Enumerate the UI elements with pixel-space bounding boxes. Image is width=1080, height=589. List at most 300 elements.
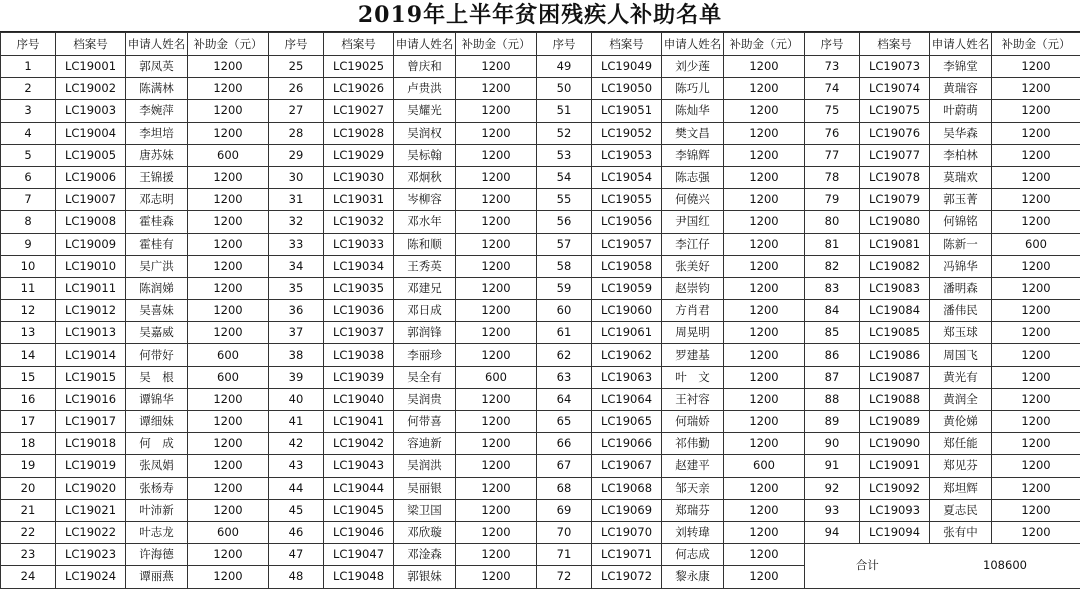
cell-subsidy: 1200 <box>188 322 269 344</box>
cell-file-no: LC19048 <box>324 566 394 588</box>
cell-file-no: LC19043 <box>324 455 394 477</box>
cell-seq: 5 <box>1 144 56 166</box>
cell-applicant: 吴耀光 <box>394 100 456 122</box>
cell-seq: 14 <box>1 344 56 366</box>
cell-applicant: 赵建平 <box>662 455 724 477</box>
cell-applicant: 谭丽燕 <box>126 566 188 588</box>
table-row <box>1 544 1080 566</box>
cell-applicant: 何锦铭 <box>930 211 992 233</box>
total-value: 108600 <box>930 544 1080 588</box>
cell-file-no: LC19058 <box>592 255 662 277</box>
cell-seq: 83 <box>805 277 860 299</box>
cell-seq: 8 <box>1 211 56 233</box>
cell-applicant: 何僥兴 <box>662 189 724 211</box>
cell-seq: 72 <box>537 566 592 588</box>
cell-file-no: LC19027 <box>324 100 394 122</box>
cell-applicant: 岑柳容 <box>394 189 456 211</box>
cell-seq: 51 <box>537 100 592 122</box>
cell-seq: 78 <box>805 166 860 188</box>
cell-subsidy: 600 <box>188 144 269 166</box>
cell-applicant: 何带喜 <box>394 411 456 433</box>
cell-applicant: 郭润锋 <box>394 322 456 344</box>
header-file-no: 档案号 <box>56 33 126 56</box>
cell-subsidy: 1200 <box>456 277 537 299</box>
cell-applicant: 黎永康 <box>662 566 724 588</box>
cell-applicant: 郑瑞芬 <box>662 499 724 521</box>
cell-file-no: LC19057 <box>592 233 662 255</box>
cell-file-no: LC19075 <box>860 100 930 122</box>
cell-file-no: LC19082 <box>860 255 930 277</box>
cell-applicant: 樊文昌 <box>662 122 724 144</box>
cell-file-no: LC19074 <box>860 78 930 100</box>
cell-file-no: LC19060 <box>592 300 662 322</box>
cell-applicant: 李丽珍 <box>394 344 456 366</box>
cell-applicant: 陈满林 <box>126 78 188 100</box>
cell-subsidy: 1200 <box>724 544 805 566</box>
cell-seq: 94 <box>805 521 860 543</box>
cell-applicant: 许海德 <box>126 544 188 566</box>
cell-file-no: LC19069 <box>592 499 662 521</box>
table-row <box>1 366 1080 388</box>
cell-applicant: 李坦培 <box>126 122 188 144</box>
cell-subsidy: 1200 <box>188 433 269 455</box>
cell-file-no: LC19085 <box>860 322 930 344</box>
cell-subsidy: 1200 <box>188 56 269 78</box>
cell-subsidy: 1200 <box>456 211 537 233</box>
cell-subsidy: 1200 <box>724 344 805 366</box>
cell-subsidy: 600 <box>992 233 1080 255</box>
cell-seq: 75 <box>805 100 860 122</box>
table-row <box>1 277 1080 299</box>
cell-seq: 82 <box>805 255 860 277</box>
cell-file-no: LC19033 <box>324 233 394 255</box>
cell-seq: 85 <box>805 322 860 344</box>
table-row <box>1 56 1080 78</box>
header-file-no: 档案号 <box>860 33 930 56</box>
cell-seq: 54 <box>537 166 592 188</box>
cell-applicant: 周晃明 <box>662 322 724 344</box>
cell-subsidy: 1200 <box>724 499 805 521</box>
cell-subsidy: 1200 <box>724 566 805 588</box>
cell-seq: 55 <box>537 189 592 211</box>
cell-seq: 53 <box>537 144 592 166</box>
table-row <box>1 255 1080 277</box>
page-title: 2019年上半年贫困残疾人补助名单 <box>0 0 1080 32</box>
cell-seq: 26 <box>269 78 324 100</box>
cell-applicant: 周国飞 <box>930 344 992 366</box>
cell-subsidy: 1200 <box>188 78 269 100</box>
cell-applicant: 尹国红 <box>662 211 724 233</box>
cell-seq: 13 <box>1 322 56 344</box>
cell-applicant: 吴润洪 <box>394 455 456 477</box>
cell-applicant: 邓水年 <box>394 211 456 233</box>
cell-subsidy: 1200 <box>724 477 805 499</box>
cell-file-no: LC19017 <box>56 411 126 433</box>
cell-seq: 73 <box>805 56 860 78</box>
cell-applicant: 吴嘉威 <box>126 322 188 344</box>
cell-file-no: LC19063 <box>592 366 662 388</box>
cell-file-no: LC19023 <box>56 544 126 566</box>
cell-seq: 30 <box>269 166 324 188</box>
cell-applicant: 李婉萍 <box>126 100 188 122</box>
cell-subsidy: 1200 <box>188 455 269 477</box>
cell-file-no: LC19049 <box>592 56 662 78</box>
cell-subsidy: 1200 <box>724 100 805 122</box>
cell-subsidy: 1200 <box>188 499 269 521</box>
cell-subsidy: 1200 <box>724 166 805 188</box>
cell-file-no: LC19052 <box>592 122 662 144</box>
cell-file-no: LC19050 <box>592 78 662 100</box>
header-seq: 序号 <box>537 33 592 56</box>
cell-applicant: 李柏林 <box>930 144 992 166</box>
cell-file-no: LC19092 <box>860 477 930 499</box>
cell-seq: 31 <box>269 189 324 211</box>
cell-subsidy: 1200 <box>456 322 537 344</box>
cell-applicant: 霍桂森 <box>126 211 188 233</box>
cell-subsidy: 1200 <box>724 56 805 78</box>
cell-seq: 67 <box>537 455 592 477</box>
cell-file-no: LC19022 <box>56 521 126 543</box>
cell-subsidy: 600 <box>188 344 269 366</box>
cell-applicant: 郑玉球 <box>930 322 992 344</box>
cell-file-no: LC19044 <box>324 477 394 499</box>
cell-subsidy: 1200 <box>992 78 1080 100</box>
cell-subsidy: 1200 <box>456 388 537 410</box>
cell-applicant: 潘明森 <box>930 277 992 299</box>
cell-applicant: 吴标翰 <box>394 144 456 166</box>
table-row <box>1 433 1080 455</box>
cell-subsidy: 1200 <box>724 211 805 233</box>
cell-applicant: 李锦辉 <box>662 144 724 166</box>
cell-file-no: LC19084 <box>860 300 930 322</box>
cell-seq: 41 <box>269 411 324 433</box>
cell-file-no: LC19019 <box>56 455 126 477</box>
cell-subsidy: 1200 <box>992 189 1080 211</box>
cell-file-no: LC19089 <box>860 411 930 433</box>
cell-subsidy: 1200 <box>188 477 269 499</box>
cell-applicant: 郭凤英 <box>126 56 188 78</box>
cell-file-no: LC19018 <box>56 433 126 455</box>
cell-file-no: LC19038 <box>324 344 394 366</box>
cell-applicant: 陈巧儿 <box>662 78 724 100</box>
cell-seq: 18 <box>1 433 56 455</box>
subsidy-table <box>0 32 1080 589</box>
cell-file-no: LC19016 <box>56 388 126 410</box>
cell-applicant: 刘转瑋 <box>662 521 724 543</box>
cell-seq: 71 <box>537 544 592 566</box>
cell-applicant: 黄润全 <box>930 388 992 410</box>
header-seq: 序号 <box>1 33 56 56</box>
cell-applicant: 邓欣璇 <box>394 521 456 543</box>
cell-seq: 7 <box>1 189 56 211</box>
cell-file-no: LC19014 <box>56 344 126 366</box>
cell-file-no: LC19029 <box>324 144 394 166</box>
cell-applicant: 叶沛新 <box>126 499 188 521</box>
cell-subsidy: 1200 <box>188 122 269 144</box>
cell-applicant: 卢贵洪 <box>394 78 456 100</box>
header-applicant: 申请人姓名 <box>662 33 724 56</box>
cell-file-no: LC19036 <box>324 300 394 322</box>
cell-seq: 15 <box>1 366 56 388</box>
cell-applicant: 祁伟勤 <box>662 433 724 455</box>
cell-seq: 89 <box>805 411 860 433</box>
cell-seq: 66 <box>537 433 592 455</box>
cell-applicant: 谭锦华 <box>126 388 188 410</box>
cell-applicant: 何 成 <box>126 433 188 455</box>
cell-seq: 27 <box>269 100 324 122</box>
cell-applicant: 何志成 <box>662 544 724 566</box>
cell-file-no: LC19015 <box>56 366 126 388</box>
cell-seq: 44 <box>269 477 324 499</box>
header-subsidy: 补助金（元） <box>188 33 269 56</box>
cell-file-no: LC19030 <box>324 166 394 188</box>
cell-file-no: LC19081 <box>860 233 930 255</box>
cell-subsidy: 1200 <box>456 189 537 211</box>
cell-seq: 4 <box>1 122 56 144</box>
cell-seq: 36 <box>269 300 324 322</box>
cell-file-no: LC19078 <box>860 166 930 188</box>
table-row <box>1 233 1080 255</box>
cell-subsidy: 1200 <box>724 277 805 299</box>
cell-subsidy: 1200 <box>456 566 537 588</box>
cell-seq: 52 <box>537 122 592 144</box>
cell-file-no: LC19011 <box>56 277 126 299</box>
cell-subsidy: 1200 <box>188 211 269 233</box>
cell-seq: 12 <box>1 300 56 322</box>
cell-file-no: LC19070 <box>592 521 662 543</box>
cell-subsidy: 1200 <box>992 255 1080 277</box>
cell-file-no: LC19040 <box>324 388 394 410</box>
table-row <box>1 78 1080 100</box>
cell-subsidy: 1200 <box>456 499 537 521</box>
cell-applicant: 吴丽银 <box>394 477 456 499</box>
table-row <box>1 477 1080 499</box>
header-file-no: 档案号 <box>592 33 662 56</box>
cell-seq: 1 <box>1 56 56 78</box>
cell-subsidy: 1200 <box>724 122 805 144</box>
cell-applicant: 王秀英 <box>394 255 456 277</box>
cell-subsidy: 1200 <box>188 300 269 322</box>
cell-file-no: LC19004 <box>56 122 126 144</box>
cell-file-no: LC19077 <box>860 144 930 166</box>
header-applicant: 申请人姓名 <box>930 33 992 56</box>
cell-seq: 63 <box>537 366 592 388</box>
cell-subsidy: 1200 <box>188 544 269 566</box>
cell-applicant: 刘少莲 <box>662 56 724 78</box>
cell-seq: 69 <box>537 499 592 521</box>
cell-seq: 90 <box>805 433 860 455</box>
cell-applicant: 吴喜妹 <box>126 300 188 322</box>
cell-seq: 25 <box>269 56 324 78</box>
cell-applicant: 吴润权 <box>394 122 456 144</box>
cell-file-no: LC19006 <box>56 166 126 188</box>
cell-seq: 61 <box>537 322 592 344</box>
table-row <box>1 388 1080 410</box>
header-subsidy: 补助金（元） <box>456 33 537 56</box>
cell-subsidy: 1200 <box>724 300 805 322</box>
cell-subsidy: 1200 <box>188 233 269 255</box>
table-row <box>1 211 1080 233</box>
cell-subsidy: 1200 <box>188 166 269 188</box>
cell-file-no: LC19091 <box>860 455 930 477</box>
cell-subsidy: 1200 <box>456 344 537 366</box>
cell-file-no: LC19047 <box>324 544 394 566</box>
cell-subsidy: 1200 <box>456 166 537 188</box>
cell-subsidy: 1200 <box>992 411 1080 433</box>
cell-file-no: LC19028 <box>324 122 394 144</box>
table-row <box>1 122 1080 144</box>
cell-subsidy: 1200 <box>188 411 269 433</box>
cell-seq: 74 <box>805 78 860 100</box>
cell-seq: 76 <box>805 122 860 144</box>
cell-subsidy: 1200 <box>456 144 537 166</box>
cell-applicant: 曾庆和 <box>394 56 456 78</box>
cell-applicant: 郭银妹 <box>394 566 456 588</box>
cell-seq: 57 <box>537 233 592 255</box>
cell-applicant: 陈和顺 <box>394 233 456 255</box>
cell-applicant: 何带好 <box>126 344 188 366</box>
cell-file-no: LC19071 <box>592 544 662 566</box>
cell-file-no: LC19020 <box>56 477 126 499</box>
cell-seq: 46 <box>269 521 324 543</box>
cell-subsidy: 1200 <box>724 521 805 543</box>
header-seq: 序号 <box>269 33 324 56</box>
cell-seq: 40 <box>269 388 324 410</box>
cell-applicant: 陈润娣 <box>126 277 188 299</box>
cell-seq: 42 <box>269 433 324 455</box>
cell-file-no: LC19031 <box>324 189 394 211</box>
cell-applicant: 吴全有 <box>394 366 456 388</box>
cell-seq: 48 <box>269 566 324 588</box>
cell-seq: 28 <box>269 122 324 144</box>
cell-seq: 47 <box>269 544 324 566</box>
cell-seq: 56 <box>537 211 592 233</box>
cell-seq: 24 <box>1 566 56 588</box>
cell-seq: 22 <box>1 521 56 543</box>
cell-subsidy: 1200 <box>724 78 805 100</box>
cell-applicant: 赵崇钧 <box>662 277 724 299</box>
cell-subsidy: 1200 <box>188 388 269 410</box>
cell-applicant: 何瑞娇 <box>662 411 724 433</box>
cell-file-no: LC19021 <box>56 499 126 521</box>
cell-seq: 43 <box>269 455 324 477</box>
cell-file-no: LC19093 <box>860 499 930 521</box>
cell-seq: 58 <box>537 255 592 277</box>
cell-subsidy: 1200 <box>456 122 537 144</box>
cell-subsidy: 1200 <box>188 255 269 277</box>
cell-file-no: LC19059 <box>592 277 662 299</box>
cell-applicant: 张杨寿 <box>126 477 188 499</box>
cell-seq: 21 <box>1 499 56 521</box>
cell-applicant: 吴 根 <box>126 366 188 388</box>
cell-subsidy: 1200 <box>992 144 1080 166</box>
cell-file-no: LC19045 <box>324 499 394 521</box>
cell-subsidy: 1200 <box>188 566 269 588</box>
cell-seq: 3 <box>1 100 56 122</box>
cell-subsidy: 1200 <box>724 433 805 455</box>
cell-applicant: 张美好 <box>662 255 724 277</box>
cell-file-no: LC19090 <box>860 433 930 455</box>
cell-subsidy: 1200 <box>992 100 1080 122</box>
cell-subsidy: 1200 <box>724 255 805 277</box>
cell-file-no: LC19056 <box>592 211 662 233</box>
cell-applicant: 叶蔚萌 <box>930 100 992 122</box>
cell-applicant: 郑任能 <box>930 433 992 455</box>
cell-seq: 80 <box>805 211 860 233</box>
cell-seq: 50 <box>537 78 592 100</box>
cell-seq: 91 <box>805 455 860 477</box>
cell-file-no: LC19080 <box>860 211 930 233</box>
cell-applicant: 吴华森 <box>930 122 992 144</box>
table-row <box>1 166 1080 188</box>
cell-subsidy: 1200 <box>992 477 1080 499</box>
table-row <box>1 521 1080 543</box>
cell-file-no: LC19061 <box>592 322 662 344</box>
cell-subsidy: 1200 <box>992 499 1080 521</box>
cell-seq: 33 <box>269 233 324 255</box>
cell-subsidy: 1200 <box>992 455 1080 477</box>
cell-file-no: LC19042 <box>324 433 394 455</box>
cell-subsidy: 1200 <box>724 411 805 433</box>
table-row <box>1 322 1080 344</box>
cell-file-no: LC19068 <box>592 477 662 499</box>
table-row <box>1 144 1080 166</box>
cell-seq: 9 <box>1 233 56 255</box>
cell-subsidy: 1200 <box>992 344 1080 366</box>
cell-applicant: 郭玉菁 <box>930 189 992 211</box>
cell-applicant: 王锦援 <box>126 166 188 188</box>
cell-subsidy: 1200 <box>456 255 537 277</box>
cell-file-no: LC19073 <box>860 56 930 78</box>
cell-seq: 19 <box>1 455 56 477</box>
cell-subsidy: 1200 <box>456 544 537 566</box>
cell-subsidy: 600 <box>456 366 537 388</box>
cell-file-no: LC19039 <box>324 366 394 388</box>
cell-file-no: LC19053 <box>592 144 662 166</box>
cell-file-no: LC19079 <box>860 189 930 211</box>
header-seq: 序号 <box>805 33 860 56</box>
header-applicant: 申请人姓名 <box>394 33 456 56</box>
cell-applicant: 谭细妹 <box>126 411 188 433</box>
cell-subsidy: 1200 <box>992 277 1080 299</box>
cell-file-no: LC19001 <box>56 56 126 78</box>
cell-subsidy: 1200 <box>724 388 805 410</box>
cell-seq: 32 <box>269 211 324 233</box>
cell-file-no: LC19087 <box>860 366 930 388</box>
cell-subsidy: 1200 <box>724 144 805 166</box>
table-body <box>1 56 1080 589</box>
cell-subsidy: 1200 <box>992 56 1080 78</box>
cell-applicant: 陈志强 <box>662 166 724 188</box>
cell-file-no: LC19024 <box>56 566 126 588</box>
cell-seq: 10 <box>1 255 56 277</box>
cell-subsidy: 600 <box>188 521 269 543</box>
table-row <box>1 189 1080 211</box>
cell-seq: 11 <box>1 277 56 299</box>
cell-seq: 2 <box>1 78 56 100</box>
cell-applicant: 邓炯秋 <box>394 166 456 188</box>
cell-applicant: 潘伟民 <box>930 300 992 322</box>
cell-seq: 77 <box>805 144 860 166</box>
cell-file-no: LC19086 <box>860 344 930 366</box>
cell-subsidy: 1200 <box>992 211 1080 233</box>
table-row <box>1 344 1080 366</box>
cell-applicant: 郑见芬 <box>930 455 992 477</box>
cell-applicant: 陈新一 <box>930 233 992 255</box>
cell-seq: 37 <box>269 322 324 344</box>
cell-file-no: LC19012 <box>56 300 126 322</box>
cell-file-no: LC19032 <box>324 211 394 233</box>
